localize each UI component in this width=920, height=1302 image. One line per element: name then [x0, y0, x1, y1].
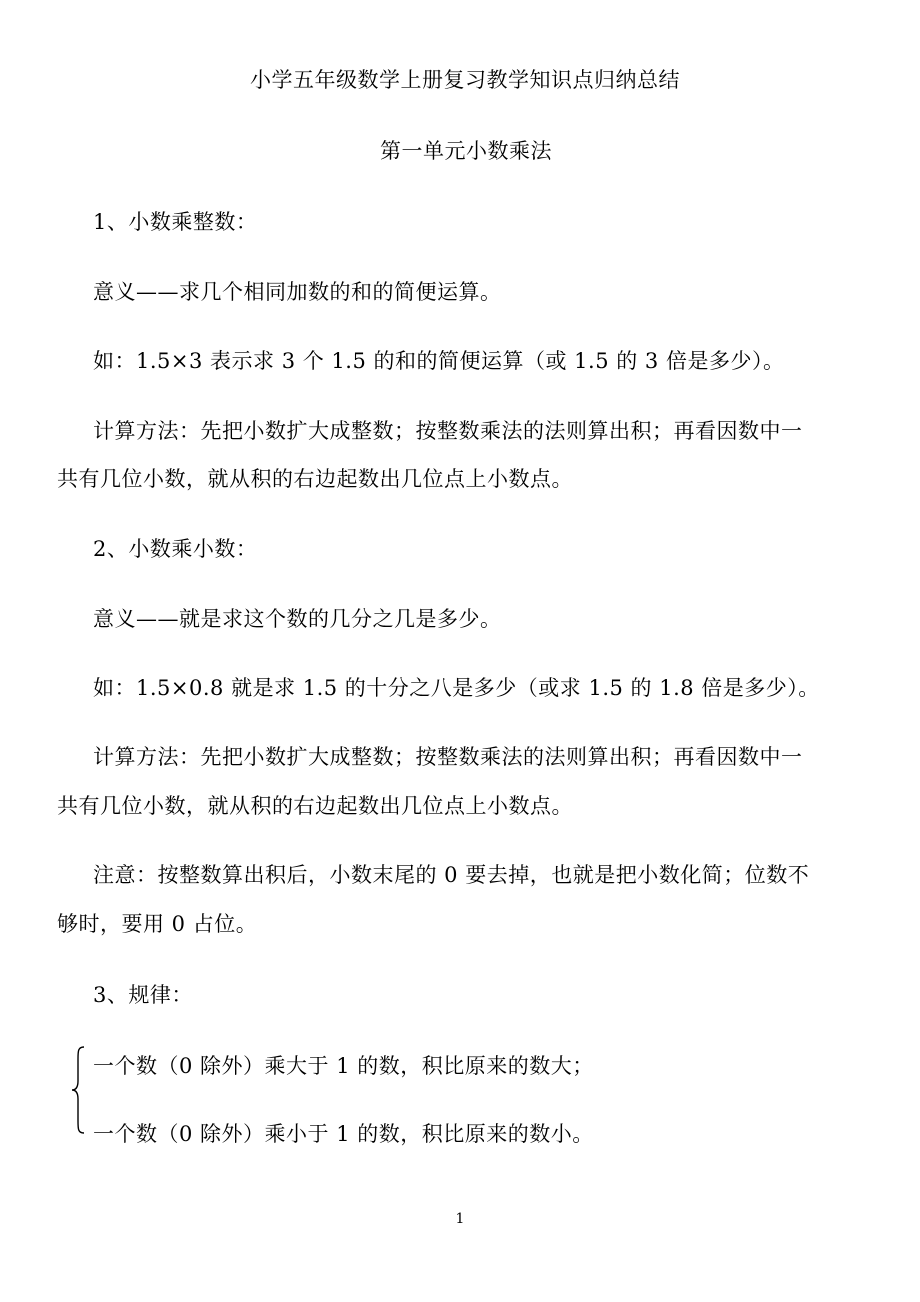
unit-heading: 第一单元小数乘法	[380, 139, 552, 163]
section-1-example: 如：1.5×3 表示求 3 个 1.5 的和的简便运算（或 1.5 的 3 倍是多少）。	[93, 349, 785, 373]
page-number: 1	[455, 1211, 465, 1227]
curly-brace-icon	[70, 1045, 86, 1135]
section-1-meaning: 意义——求几个相同加数的和的简便运算。	[93, 280, 502, 304]
section-2-meaning: 意义——就是求这个数的几分之几是多少。	[93, 607, 502, 631]
section-2-note-line-1: 注意：按整数算出积后，小数末尾的 0 要去掉，也就是把小数化简；位数不	[93, 863, 810, 887]
rule-2: 一个数（0 除外）乘小于 1 的数，积比原来的数小。	[93, 1122, 594, 1146]
document-title: 小学五年级数学上册复习教学知识点归纳总结	[250, 68, 680, 92]
section-2-note-line-2: 够时，要用 0 占位。	[57, 912, 258, 936]
section-2-method-line-1: 计算方法：先把小数扩大成整数；按整数乘法的法则算出积；再看因数中一	[93, 745, 803, 769]
section-3-heading: 3、规律：	[93, 983, 193, 1007]
rule-1: 一个数（0 除外）乘大于 1 的数，积比原来的数大；	[93, 1054, 594, 1078]
section-2-example: 如：1.5×0.8 就是求 1.5 的十分之八是多少（或求 1.5 的 1.8 倍是多少）。	[93, 676, 820, 700]
section-1-method-line-2: 共有几位小数，就从积的右边起数出几位点上小数点。	[57, 467, 573, 491]
section-2-method-line-2: 共有几位小数，就从积的右边起数出几位点上小数点。	[57, 794, 573, 818]
section-1-method-line-1: 计算方法：先把小数扩大成整数；按整数乘法的法则算出积；再看因数中一	[93, 419, 803, 443]
section-2-heading: 2、小数乘小数：	[93, 537, 258, 561]
section-1-heading: 1、小数乘整数：	[93, 210, 258, 234]
